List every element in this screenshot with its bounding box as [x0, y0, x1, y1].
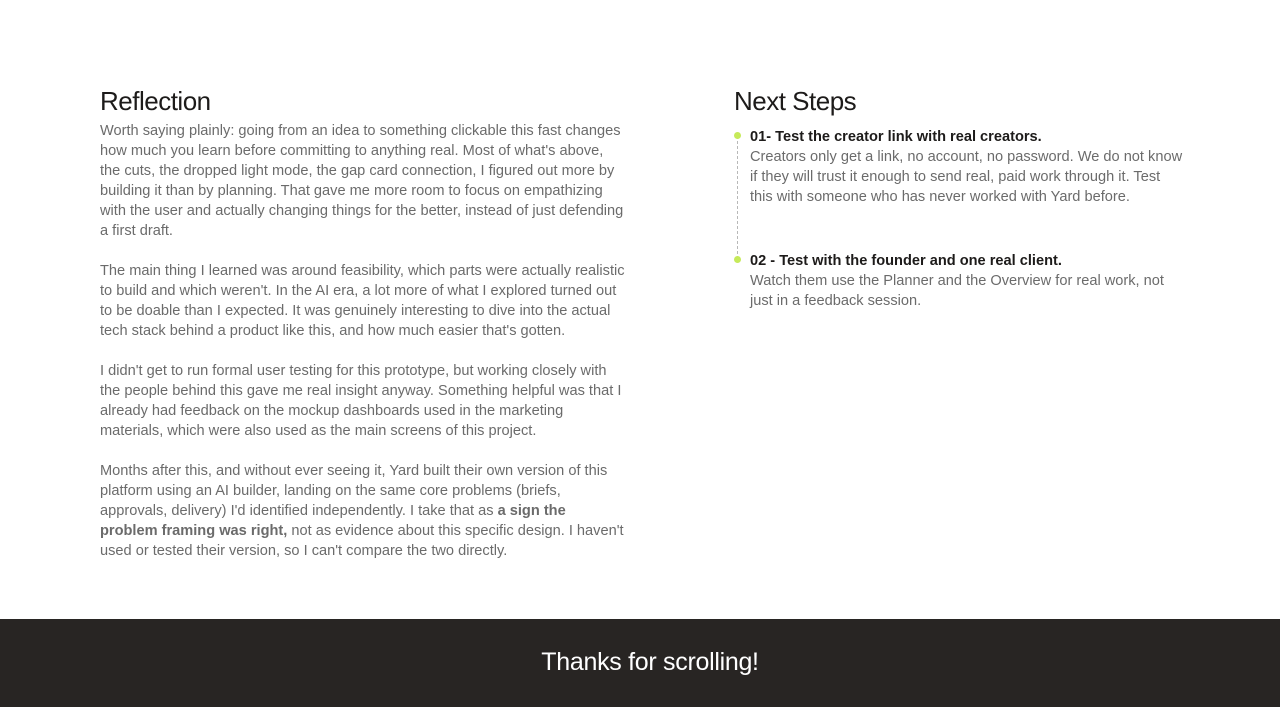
next-step-title: 02 - Test with the founder and one real client.	[750, 253, 1062, 269]
reflection-paragraph-4	[100, 461, 625, 561]
reflection-paragraph-4-end: not as evidence about this specific design. I haven't used or tested their version, so I can't compare the two directly.	[100, 523, 624, 559]
footer-thanks-text: Thanks for scrolling!	[541, 647, 759, 676]
footer-banner	[0, 619, 1280, 707]
next-step-description: Creators only get a link, no account, no password. We do not know if they will trust it enough to send real, paid work through it. Test this with someone who has never worked with Yard before.	[750, 149, 1183, 205]
next-steps-section	[734, 85, 1184, 311]
timeline-dot-icon	[734, 256, 741, 263]
next-steps-timeline	[734, 127, 1184, 311]
next-step-description: Watch them use the Planner and the Overview for real work, not just in a feedback session.	[750, 273, 1164, 309]
reflection-body	[100, 121, 625, 561]
reflection-paragraph-3: I didn't get to run formal user testing for this prototype, but working closely with the people behind this gave me real insight anyway. Something helpful was that I already had feedback on the mockup dashboards used in the marketing materials, which were also used as the main screens of this project.	[100, 363, 622, 439]
next-steps-title: Next Steps	[734, 86, 857, 116]
timeline-dot-icon	[734, 132, 741, 139]
next-step-item	[750, 127, 1184, 207]
reflection-paragraph-2: The main thing I learned was around feasibility, which parts were actually realistic to build and which weren't. In the AI era, a lot more of what I explored turned out to be doable than I expected. It was genuinely interesting to dive into the actual tech stack behind a product like this, and how much easier that's gotten.	[100, 263, 625, 339]
reflection-paragraph-1: Worth saying plainly: going from an idea to something clickable this fast changes how much you learn before committing to anything real. Most of what's above, the cuts, the dropped light mode, the gap card connection, I figured out more by building it than by planning. That gave me more room to focus on empathizing with the user and actually changing things for the better, instead of just defending a first draft.	[100, 123, 624, 239]
next-step-title: 01- Test the creator link with real creators.	[750, 129, 1042, 145]
next-step-item	[750, 251, 1184, 311]
reflection-section	[100, 85, 625, 581]
reflection-title: Reflection	[100, 86, 211, 116]
reflection-paragraph-4-start: Months after this, and without ever seeing it, Yard built their own version of this platform using an AI builder, landing on the same core problems (briefs, approvals, delivery) I'd identified independently. I take that as	[100, 463, 608, 519]
reflection-paragraph-4-emphasis: a sign the problem framing was right,	[100, 503, 566, 539]
timeline-connector-line	[737, 136, 738, 259]
